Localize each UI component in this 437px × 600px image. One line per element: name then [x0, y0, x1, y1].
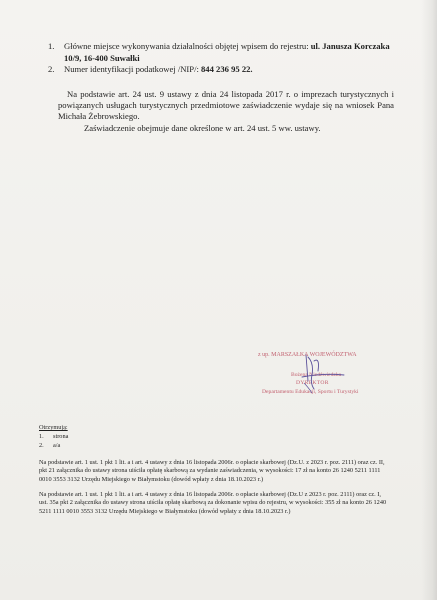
recipient-item	[39, 433, 68, 440]
legal-basis-text: Na podstawie art. 24 ust. 9 ustawy z dnia 24 listopada 2017 r. o imprezach turystycznych i powiązanych usługach turystycznych przedmiotowe zaświadczenie wydaje się na wniosek Pana Michała Żebrowskiego.	[58, 89, 394, 121]
recipients-title: Otrzymują:	[39, 424, 68, 431]
stamp-role: DYREKTOR	[296, 380, 329, 386]
detail-text	[64, 64, 398, 76]
fee-note-registration: Na podstawie art. 1 ust. 1 pkt 1 lit. a i art. 4 ustawy z dnia 16 listopada 2006r. o opłacie skarbowej (Dz.U z 2023 r. poz. 2111) oraz cz. I, ust. 35a pkt 2 załącznika do ustawy strona uiściła opłatę skarbową za dokonanie wpisu do rejestru, w wysokości: 355 zł na konto 26 1240 5211 1111 0010 3553 3132 Urzędu Miejskiego w Białymstoku (dowód wpłaty z dnia 18.10.2023 r.)	[39, 491, 387, 515]
recipient-number: 1.	[39, 433, 44, 440]
stamp-authority: MARSZAŁKA WOJEWÓDZTWA	[271, 352, 357, 358]
detail-text	[64, 41, 398, 64]
handwritten-signature	[284, 351, 354, 396]
scope-text: Zaświadczenie obejmuje dane określone w art. 24 ust. 5 ww. ustawy.	[84, 123, 321, 133]
detail-value: ul. Janusza Korczaka 10/9, 16-400 Suwałki	[64, 41, 390, 63]
scope-paragraph	[84, 123, 384, 134]
fee-note-certificate: Na podstawie art. 1 ust. 1 pkt 1 lit. a i art. 4 ustawy z dnia 16 listopada 2006r. o opłacie skarbowej (Dz.U. z 2023 r. poz. 2111) oraz cz. II, pkt 21 załącznika do ustawy strona uiściła opłatę skarbową za wydanie zaświadczenia, w wysokości: 17 zł na konto 26 1240 5211 1111 0010 3553 3132 Urzędu Miejskiego w Białymstoku (dowód wpłaty z dnia 18.10.2023 r.)	[39, 459, 385, 483]
recipient-label: a/a	[53, 442, 61, 449]
recipient-item	[39, 442, 60, 449]
detail-label: Numer identyfikacji podatkowej /NIP/:	[64, 64, 201, 74]
detail-item-location	[48, 41, 398, 64]
recipient-label: strona	[53, 433, 69, 440]
detail-label: Główne miejsce wykonywania działalności objętej wpisem do rejestru:	[64, 41, 311, 51]
detail-item-nip	[48, 64, 398, 76]
detail-value: 844 236 95 22.	[201, 64, 253, 74]
detail-number: 2.	[48, 64, 55, 74]
stamp-department: Departamentu Edukacji, Sportu i Turystyki	[262, 389, 359, 395]
scan-edge-shadow	[421, 0, 437, 600]
detail-number: 1.	[48, 41, 55, 51]
details-list	[48, 41, 398, 76]
stamp-name: Bożena Niedźwiedzka	[291, 372, 342, 378]
recipient-number: 2.	[39, 442, 44, 449]
stamp-prefix: z up.	[258, 352, 272, 358]
legal-basis-paragraph	[58, 89, 394, 122]
